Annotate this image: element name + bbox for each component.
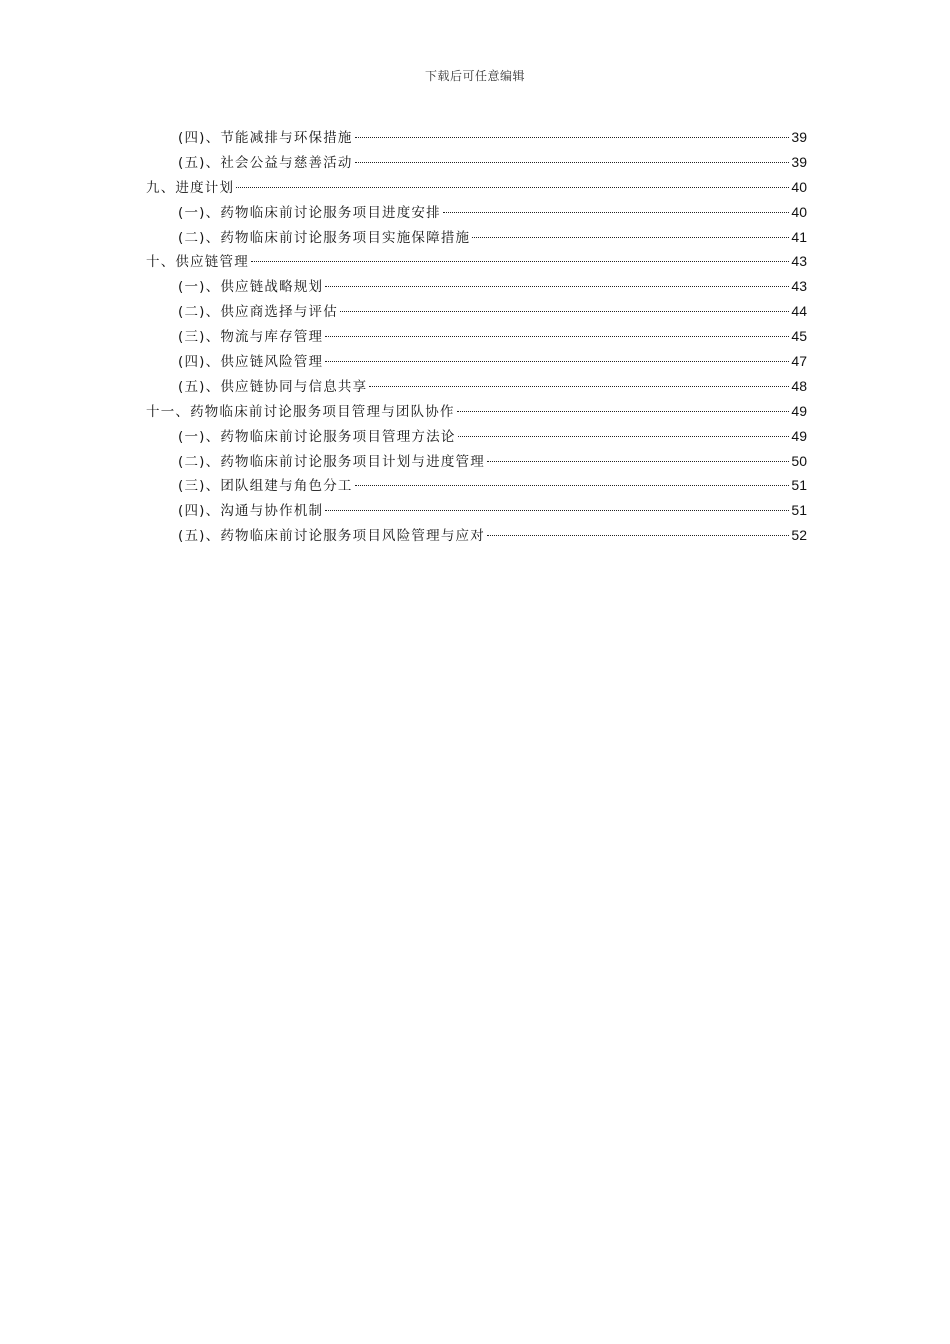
toc-entry-title: (一)、药物临床前讨论服务项目管理方法论	[178, 428, 456, 445]
toc-entry-title: 十、供应链管理	[146, 254, 249, 271]
toc-page-number: 39	[791, 153, 807, 170]
toc-page-number: 43	[791, 253, 807, 270]
toc-page-number: 39	[791, 129, 807, 145]
toc-page-number: 50	[791, 452, 807, 469]
toc-entry[interactable]	[146, 449, 807, 474]
table-of-contents	[146, 125, 807, 548]
toc-entry-title: (三)、物流与库存管理	[178, 329, 324, 346]
toc-entry-title: (一)、药物临床前讨论服务项目进度安排	[178, 204, 441, 221]
toc-entry-title: (五)、社会公益与慈善活动	[178, 154, 353, 171]
toc-dot-leader	[369, 386, 789, 387]
toc-chapter-entry[interactable]	[146, 249, 807, 274]
toc-entry-title: (二)、药物临床前讨论服务项目计划与进度管理	[178, 453, 485, 470]
toc-entry[interactable]	[146, 349, 807, 374]
toc-entry[interactable]	[146, 424, 807, 449]
toc-page-number: 48	[791, 377, 807, 394]
toc-dot-leader	[340, 311, 789, 312]
toc-entry[interactable]	[146, 150, 807, 175]
toc-dot-leader	[487, 535, 789, 536]
toc-dot-leader	[487, 461, 789, 462]
toc-page-number: 40	[791, 178, 807, 195]
toc-entry[interactable]	[146, 125, 807, 150]
toc-page-number: 44	[791, 303, 807, 320]
toc-dot-leader	[355, 485, 790, 486]
toc-entry[interactable]	[146, 200, 807, 225]
toc-page-number: 51	[791, 502, 807, 519]
toc-page-number: 51	[791, 477, 807, 494]
toc-dot-leader	[355, 137, 790, 138]
toc-entry-title: (四)、沟通与协作机制	[178, 503, 324, 520]
toc-dot-leader	[325, 336, 789, 337]
toc-dot-leader	[236, 187, 789, 188]
toc-chapter-entry[interactable]	[146, 399, 807, 424]
toc-page-number: 40	[791, 203, 807, 220]
toc-entry-title: (五)、药物临床前讨论服务项目风险管理与应对	[178, 528, 485, 545]
toc-entry-title: 十一、药物临床前讨论服务项目管理与团队协作	[146, 403, 455, 420]
toc-entry[interactable]	[146, 225, 807, 250]
toc-page-number: 43	[791, 278, 807, 295]
toc-entry-title: (二)、药物临床前讨论服务项目实施保障措施	[178, 229, 471, 246]
toc-entry[interactable]	[146, 374, 807, 399]
toc-page-number: 49	[791, 427, 807, 444]
toc-dot-leader	[325, 510, 789, 511]
toc-entry[interactable]	[146, 473, 807, 498]
toc-dot-leader	[472, 237, 789, 238]
toc-entry[interactable]	[146, 498, 807, 523]
toc-entry-title: (三)、团队组建与角色分工	[178, 478, 353, 495]
toc-entry[interactable]	[146, 523, 807, 548]
toc-dot-leader	[458, 436, 790, 437]
toc-entry-title: (一)、供应链战略规划	[178, 279, 324, 296]
toc-page-number: 47	[791, 353, 807, 370]
toc-page-number: 45	[791, 328, 807, 345]
toc-entry-title: (二)、供应商选择与评估	[178, 304, 338, 321]
toc-page-number: 52	[791, 527, 807, 544]
toc-dot-leader	[457, 411, 790, 412]
toc-dot-leader	[443, 212, 790, 213]
toc-entry[interactable]	[146, 324, 807, 349]
toc-dot-leader	[325, 286, 789, 287]
toc-dot-leader	[325, 361, 789, 362]
toc-entry-title: (五)、供应链协同与信息共享	[178, 378, 368, 395]
toc-dot-leader	[355, 162, 790, 163]
toc-page-number: 49	[791, 402, 807, 419]
toc-entry[interactable]	[146, 299, 807, 324]
page-header-note: 下载后可任意编辑	[424, 69, 525, 83]
toc-chapter-entry[interactable]	[146, 175, 807, 200]
toc-entry-title: (四)、供应链风险管理	[178, 354, 324, 371]
toc-entry-title: (四)、节能减排与环保措施	[178, 130, 353, 146]
toc-page-number: 41	[791, 228, 807, 245]
toc-dot-leader	[251, 261, 790, 262]
toc-entry-title: 九、进度计划	[146, 179, 235, 196]
toc-entry[interactable]	[146, 274, 807, 299]
